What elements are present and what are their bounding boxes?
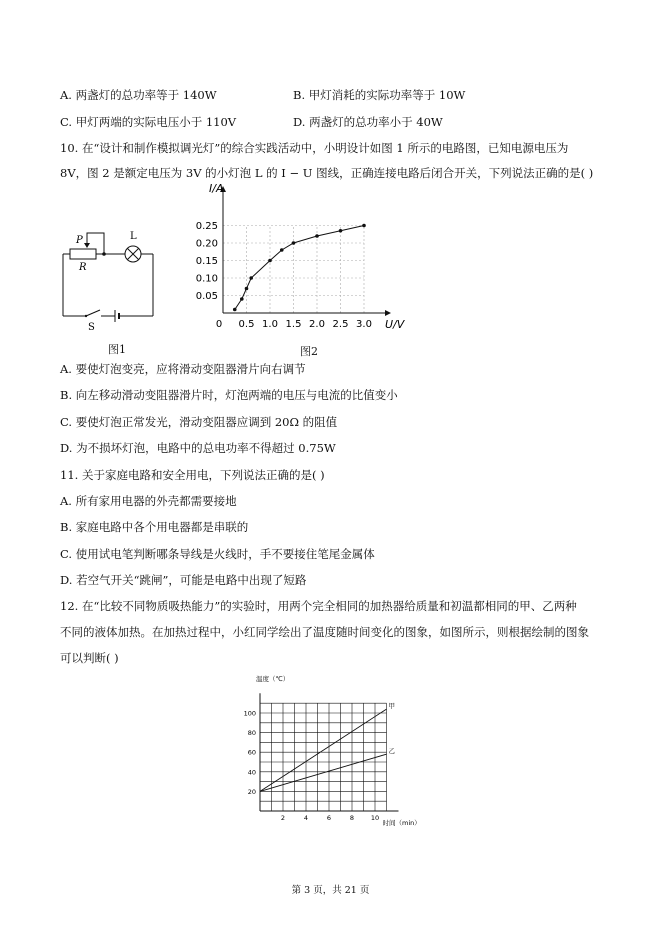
data-point bbox=[280, 248, 284, 252]
data-point bbox=[292, 241, 296, 245]
q10-option-a: A. 要使灯泡变亮，应将滑动变阻器滑片向右调节 bbox=[60, 362, 306, 376]
q11-option-a: A. 所有家用电器的外壳都需要接地 bbox=[60, 494, 237, 508]
y-tick-label: 0.25 bbox=[195, 221, 218, 232]
q10-option-b: B. 向左移动滑动变阻器滑片时，灯泡两端的电压与电流的比值变小 bbox=[60, 388, 398, 402]
y-tick-label: 60 bbox=[247, 748, 256, 757]
x-axis-label: U/V bbox=[385, 318, 405, 331]
data-point bbox=[362, 224, 366, 228]
series-label: 甲 bbox=[388, 702, 395, 711]
q12-stem-line1: 12. 在“比较不同物质吸热能力”的实验时，用两个完全相同的加热器给质量和初温都相同的甲、乙两种 bbox=[60, 599, 577, 613]
temperature-chart bbox=[232, 673, 432, 833]
data-point bbox=[339, 229, 343, 233]
iu-chart bbox=[185, 180, 415, 340]
x-axis-arrow bbox=[385, 310, 391, 316]
y-tick-label: 100 bbox=[243, 709, 256, 718]
q11-option-c: C. 使用试电笔判断哪条导线是火线时，手不要接住笔尾金属体 bbox=[60, 547, 375, 561]
y-tick-label: 0.20 bbox=[195, 238, 218, 250]
page-footer: 第 3 页，共 21 页 bbox=[291, 885, 370, 896]
x-tick-label: 2.0 bbox=[309, 319, 325, 330]
fig1-caption: 图1 bbox=[108, 343, 126, 356]
x-tick-label: 8 bbox=[349, 814, 355, 822]
y-axis-label: 温度（℃） bbox=[256, 675, 290, 683]
label-l: L bbox=[130, 231, 137, 242]
data-point bbox=[245, 287, 249, 291]
q12-stem-line2: 不同的液体加热。在加热过程中，小红同学绘出了温度随时间变化的图象，如图所示，则根据绘制的图象 bbox=[60, 625, 589, 639]
y-tick-label: 0.05 bbox=[195, 291, 218, 302]
q11-stem: 11. 关于家庭电路和安全用电，下列说法正确的是( ) bbox=[60, 468, 325, 482]
y-axis-label: I/A bbox=[209, 182, 224, 195]
q12-stem-line3: 可以判断( ) bbox=[60, 651, 119, 665]
x-tick-label: 2 bbox=[280, 814, 286, 822]
data-point bbox=[268, 259, 272, 263]
series-label: 乙 bbox=[388, 747, 395, 756]
x-axis-label: 时间（min） bbox=[382, 819, 421, 827]
data-point bbox=[315, 234, 319, 238]
q10-option-d: D. 为不损坏灯泡，电路中的总电功率不得超过 0.75W bbox=[60, 441, 336, 455]
x-tick-label: 0.5 bbox=[238, 319, 255, 330]
q10-stem-line2: 8V，图 2 是额定电压为 3V 的小灯泡 L 的 I − U 图线，正确连接电路后闭合开关，下列说法正确的是( ) bbox=[60, 166, 594, 180]
resistor-symbol bbox=[70, 249, 96, 259]
y-tick-label: 0.10 bbox=[195, 273, 218, 285]
label-s: S bbox=[88, 322, 95, 333]
x-tick-label: 2.5 bbox=[332, 319, 349, 330]
q11-option-d: D. 若空气开关“跳闸”，可能是电路中出现了短路 bbox=[60, 573, 307, 587]
fig2-caption: 图2 bbox=[300, 345, 318, 358]
x-tick-label: 10 bbox=[370, 814, 380, 822]
data-point bbox=[240, 297, 244, 301]
x-tick-label: 3.0 bbox=[356, 319, 372, 330]
y-tick-label: 0.15 bbox=[195, 256, 218, 267]
data-point bbox=[249, 276, 253, 280]
label-p: P bbox=[76, 235, 83, 246]
series-line bbox=[260, 709, 387, 791]
x-tick-label: 1.0 bbox=[262, 319, 278, 330]
q10-stem-line1: 10. 在“设计和制作模拟调光灯”的综合实践活动中，小明设计如图 1 所示的电路图，已知电源电压为 bbox=[60, 141, 569, 155]
switch-symbol bbox=[86, 310, 100, 316]
iu-curve bbox=[235, 226, 364, 310]
x-tick-label: 1.5 bbox=[285, 319, 302, 330]
x-tick-label: 4 bbox=[303, 814, 309, 822]
circuit-diagram bbox=[55, 222, 165, 334]
label-r: R bbox=[79, 262, 87, 273]
q9-option-a: A. 两盏灯的总功率等于 140W bbox=[60, 88, 217, 102]
y-tick-label: 80 bbox=[247, 729, 256, 738]
y-tick-label: 40 bbox=[247, 768, 256, 777]
data-point bbox=[233, 308, 237, 312]
q9-option-c: C. 甲灯两端的实际电压小于 110V bbox=[60, 115, 237, 129]
x-tick-label: 0 bbox=[215, 319, 223, 330]
q9-option-b: B. 甲灯消耗的实际功率等于 10W bbox=[293, 88, 466, 102]
q9-option-d: D. 两盏灯的总功率小于 40W bbox=[293, 115, 443, 129]
series-line bbox=[260, 754, 387, 791]
q11-option-b: B. 家庭电路中各个用电器都是串联的 bbox=[60, 520, 249, 534]
x-tick-label: 6 bbox=[326, 814, 332, 822]
q10-option-c: C. 要使灯泡正常发光，滑动变阻器应调到 20Ω 的阻值 bbox=[60, 415, 338, 429]
y-tick-label: 20 bbox=[247, 787, 256, 796]
